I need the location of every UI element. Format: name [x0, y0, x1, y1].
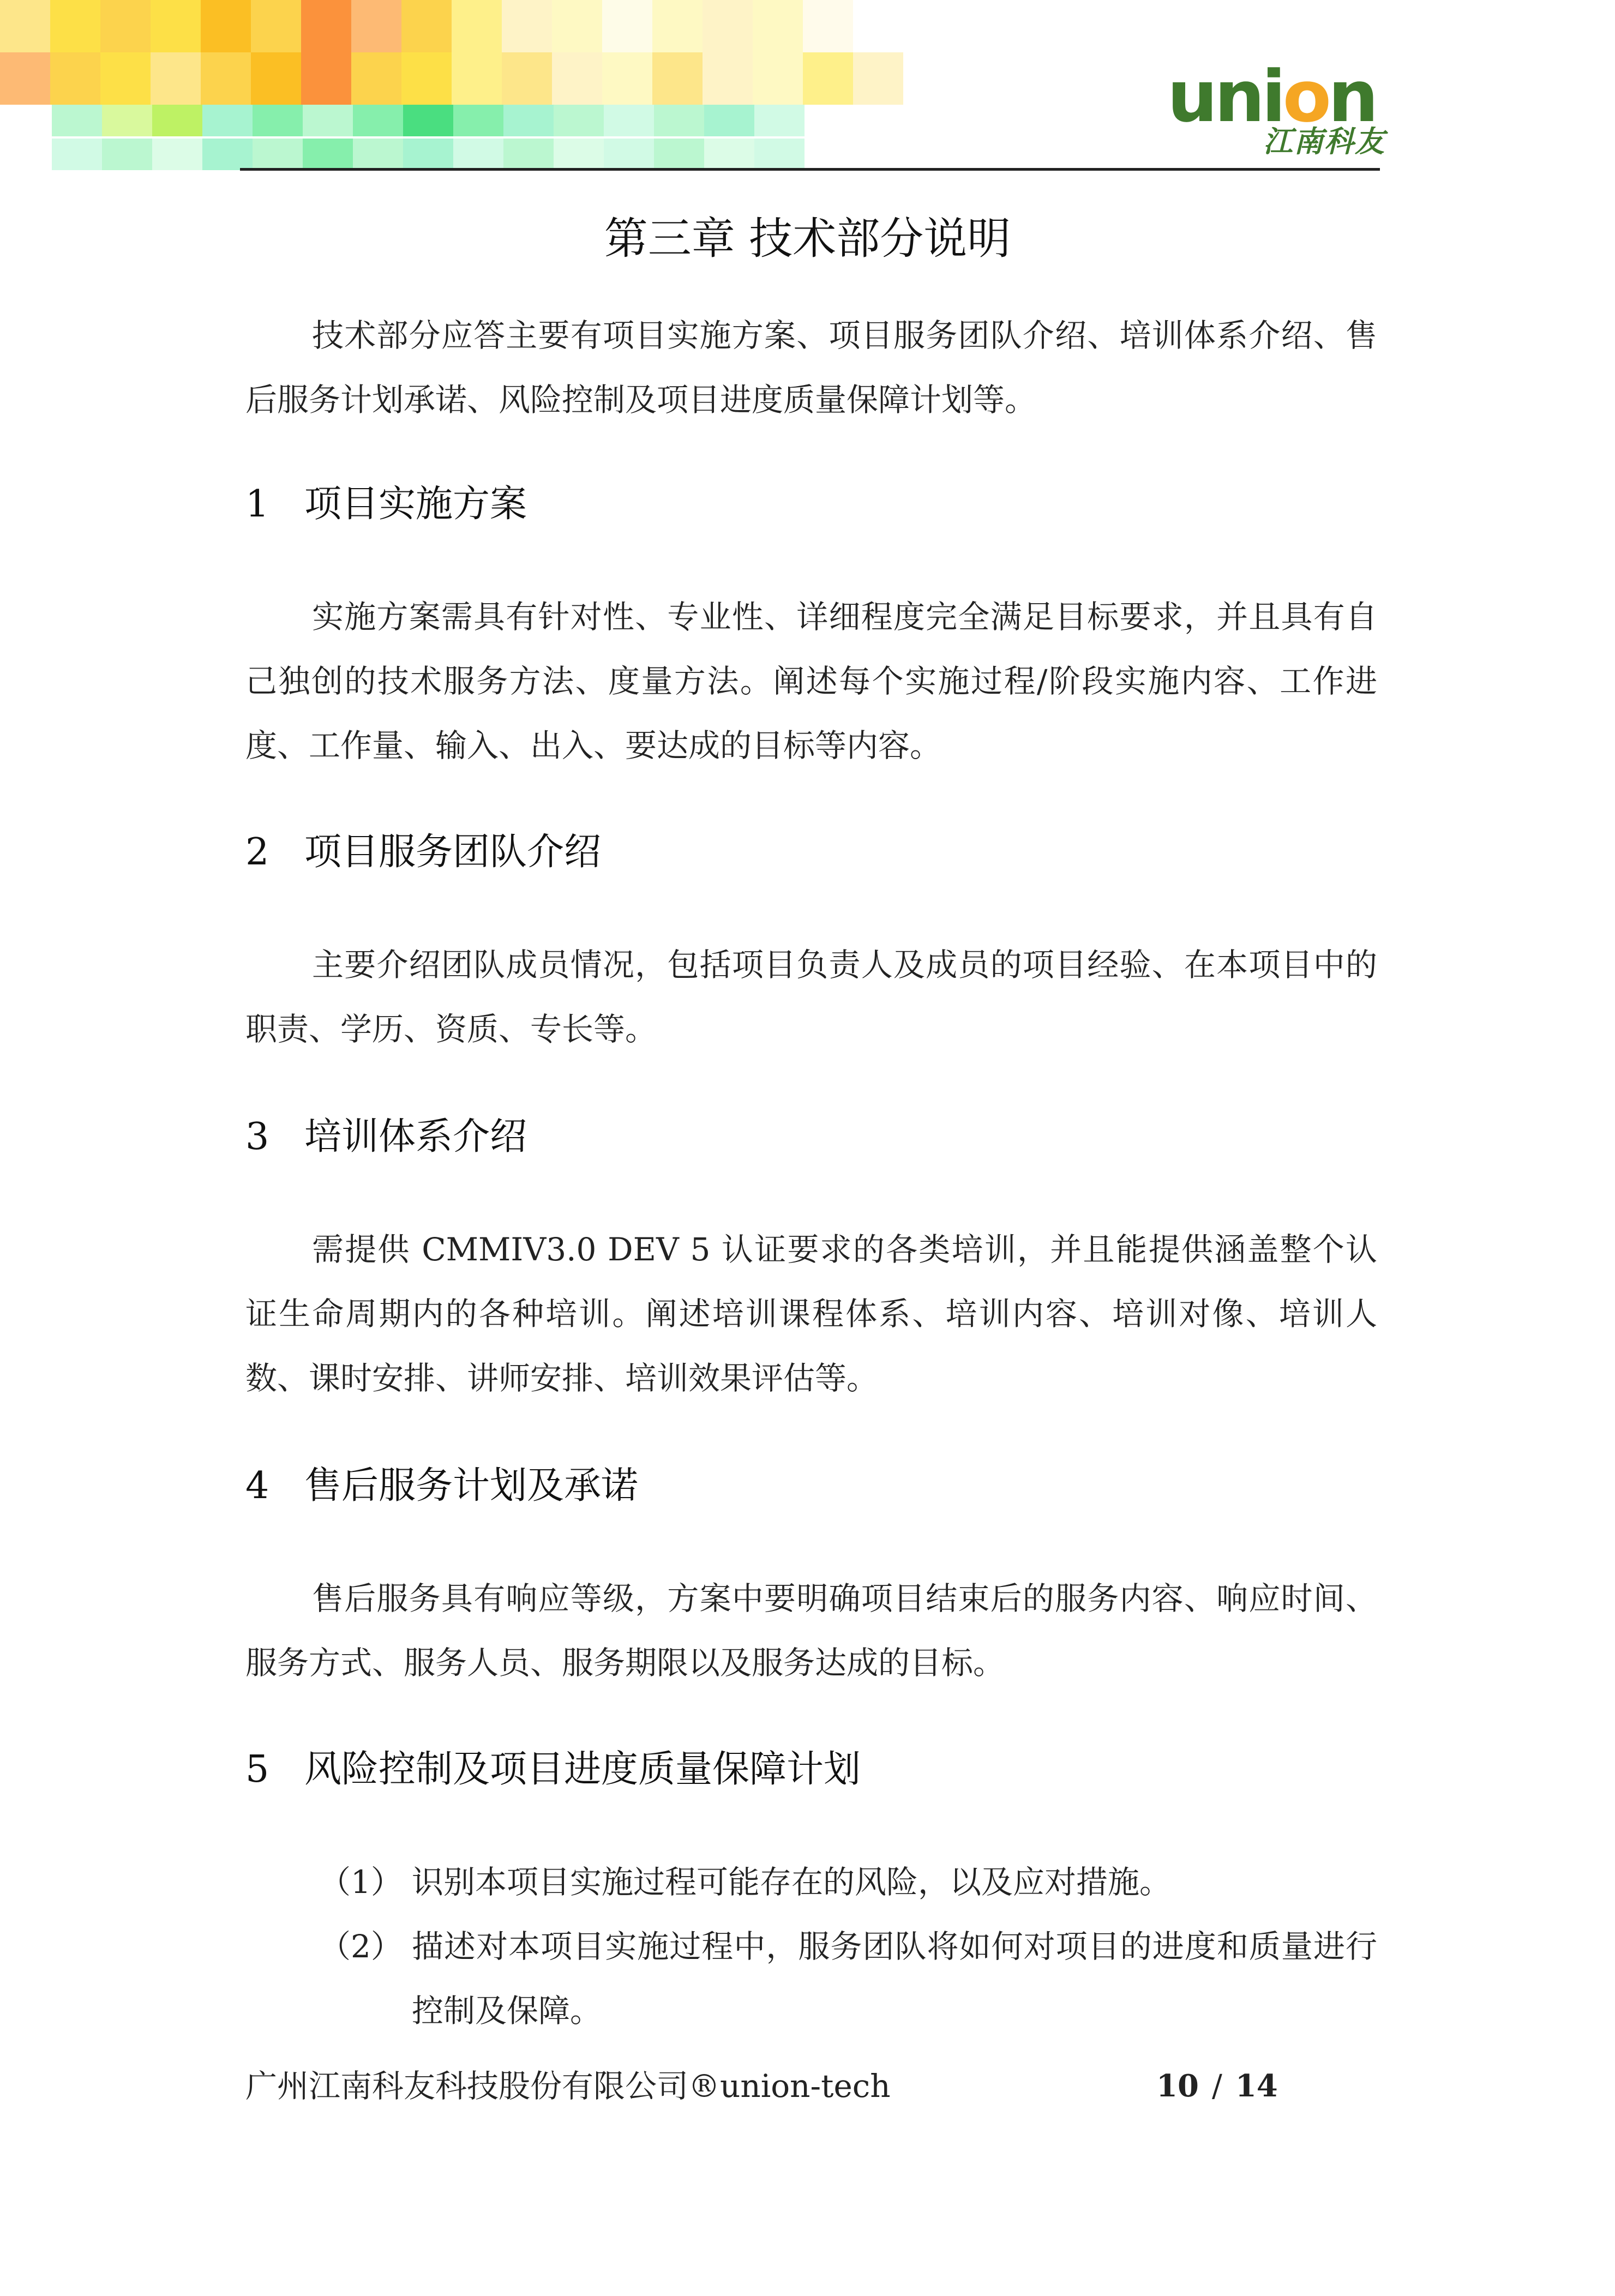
mosaic-tile	[703, 0, 753, 52]
mosaic-tile	[502, 0, 552, 52]
mosaic-tile	[202, 105, 253, 136]
mosaic-tile	[503, 139, 554, 170]
mosaic-tile	[552, 0, 602, 52]
mosaic-tile	[554, 105, 604, 136]
mosaic-tile	[0, 52, 50, 105]
mosaic-tile	[251, 0, 301, 52]
mosaic-tile	[753, 0, 803, 52]
mosaic-tile	[552, 52, 602, 105]
mosaic-tile	[253, 139, 303, 170]
list-marker: （1）	[319, 1864, 403, 1901]
mosaic-tile	[652, 52, 703, 105]
intro-paragraph: 技术部分应答主要有项目实施方案、项目服务团队介绍、培训体系介绍、售后服务计划承诺、风险控制及项目进度质量保障计划等。	[245, 317, 1377, 418]
mosaic-tile	[353, 139, 403, 170]
mosaic-tile	[703, 52, 753, 105]
mosaic-tile	[201, 52, 251, 105]
mosaic-tile	[100, 52, 151, 105]
header-decoration	[0, 0, 998, 180]
mosaic-tile	[253, 105, 303, 136]
mosaic-tile	[102, 139, 152, 170]
mosaic-tile	[654, 105, 704, 136]
section-heading-5: 5 风险控制及项目进度质量保障计划	[245, 1748, 861, 1791]
mosaic-tile	[453, 139, 503, 170]
company-logo	[1167, 55, 1385, 165]
mosaic-tile	[303, 105, 353, 136]
mosaic-tile	[403, 139, 453, 170]
mosaic-tile	[201, 0, 251, 52]
section-heading-3: 3 培训体系介绍	[245, 1115, 527, 1158]
mosaic-tile	[503, 105, 554, 136]
mosaic-tile	[602, 52, 652, 105]
mosaic-tile	[803, 0, 853, 52]
section-heading-4: 4 售后服务计划及承诺	[245, 1464, 639, 1507]
logo-wordmark: union	[1167, 55, 1376, 138]
list-marker: （2）	[319, 1928, 403, 1965]
list-item	[319, 1850, 1377, 1914]
mosaic-tile	[301, 52, 351, 105]
mosaic-tile	[152, 139, 202, 170]
mosaic-tile	[353, 105, 403, 136]
page-number	[1156, 2067, 1278, 2106]
section-4-body: 售后服务具有响应等级，方案中要明确项目结束后的服务内容、响应时间、服务方式、服务人员、服务期限以及服务达成的目标。	[245, 1580, 1377, 1681]
section-heading-2: 2 项目服务团队介绍	[245, 831, 602, 874]
section-3-body: 需提供 CMMIV3.0 DEV 5 认证要求的各类培训，并且能提供涵盖整个认证生命周期内的各种培训。阐述培训课程体系、培训内容、培训对像、培训人数、课时安排、讲师安排、培训效果评估等。	[245, 1231, 1377, 1397]
chapter-title: 第三章 技术部分说明	[604, 213, 1011, 264]
footer-company: 广州江南科友科技股份有限公司®union-tech	[245, 2067, 891, 2105]
mosaic-tile	[52, 105, 102, 136]
mosaic-tile	[401, 52, 452, 105]
mosaic-tile	[351, 0, 401, 52]
total-pages: 14	[1235, 2068, 1278, 2104]
mosaic-tile	[602, 0, 652, 52]
mosaic-tile	[50, 0, 100, 52]
mosaic-tile	[403, 105, 453, 136]
mosaic-tile	[654, 139, 704, 170]
current-page: 10	[1156, 2068, 1199, 2104]
mosaic-tile	[303, 139, 353, 170]
mosaic-tile	[704, 105, 754, 136]
mosaic-tile	[50, 52, 100, 105]
mosaic-tile	[251, 52, 301, 105]
mosaic-tile	[0, 0, 50, 52]
mosaic-tile	[652, 0, 703, 52]
mosaic-tile	[704, 139, 754, 170]
mosaic-tile	[52, 139, 102, 170]
mosaic-tile	[452, 52, 502, 105]
mosaic-tile	[152, 105, 202, 136]
mosaic-tile	[604, 105, 654, 136]
mosaic-tile	[604, 139, 654, 170]
mosaic-tile	[502, 52, 552, 105]
mosaic-tile	[803, 52, 853, 105]
mosaic-tile	[754, 105, 805, 136]
mosaic-tile	[753, 52, 803, 105]
mosaic-tile	[102, 105, 152, 136]
section-2-body: 主要介绍团队成员情况，包括项目负责人及成员的项目经验、在本项目中的职责、学历、资质、专长等。	[245, 946, 1377, 1048]
mosaic-tile	[151, 52, 201, 105]
mosaic-tile	[202, 139, 253, 170]
logo-chinese-name: 江南科友	[1263, 124, 1385, 159]
page-separator: /	[1211, 2069, 1222, 2104]
list-item-text: 描述对本项目实施过程中，服务团队将如何对项目的进度和质量进行控制及保障。	[412, 1928, 1377, 2029]
mosaic-tile	[453, 105, 503, 136]
list-item-text: 识别本项目实施过程可能存在的风险，以及应对措施。	[412, 1864, 1172, 1901]
mosaic-tile	[754, 139, 805, 170]
mosaic-tile	[151, 0, 201, 52]
list-item	[319, 1914, 1377, 2043]
section-1-body: 实施方案需具有针对性、专业性、详细程度完全满足目标要求，并且具有自己独创的技术服务方法、度量方法。阐述每个实施过程/阶段实施内容、工作进度、工作量、输入、出入、要达成的目标等内容。	[245, 598, 1377, 764]
section-heading-1: 1 项目实施方案	[245, 483, 527, 526]
mosaic-tile	[351, 52, 401, 105]
header-divider	[240, 168, 1380, 171]
mosaic-tile	[301, 0, 351, 52]
mosaic-tile	[401, 0, 452, 52]
mosaic-tile	[853, 52, 903, 105]
mosaic-tile	[554, 139, 604, 170]
mosaic-tile	[100, 0, 151, 52]
mosaic-tile	[452, 0, 502, 52]
